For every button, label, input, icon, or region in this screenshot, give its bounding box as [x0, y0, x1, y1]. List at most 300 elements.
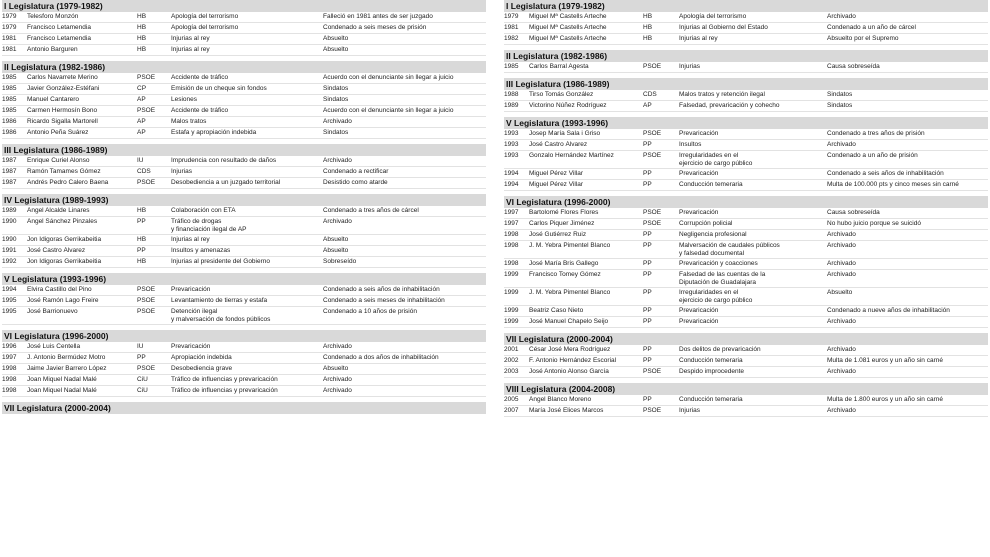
outcome-cell: Multa de 1.081 euros y un año sin carné: [827, 357, 943, 364]
table-row: [2, 342, 486, 353]
table-row: [2, 375, 486, 386]
table-row: [2, 84, 486, 95]
outcome-cell: Desistido como atarde: [323, 179, 388, 186]
charge-cell: Tráfico de influencias y prevaricación: [171, 376, 278, 383]
year-cell: 1998: [2, 387, 17, 394]
party-cell: PP: [137, 354, 146, 361]
party-cell: PSOE: [643, 368, 662, 375]
party-cell: IU: [137, 343, 144, 350]
name-cell: Miguel Mª Castells Arteche: [529, 13, 607, 20]
outcome-cell: Absuelto: [827, 289, 853, 296]
year-cell: 1997: [2, 354, 17, 361]
outcome-cell: Archivado: [827, 318, 856, 325]
year-cell: 1998: [504, 231, 519, 238]
name-cell: Ángel Sánchez Pinzales: [27, 218, 98, 225]
table-row: [504, 219, 988, 230]
name-cell: Miguel Pérez Villar: [529, 170, 584, 177]
party-cell: CDS: [643, 91, 657, 98]
outcome-cell: Condenado a seis años de inhabilitación: [827, 170, 944, 177]
table-row: [2, 95, 486, 106]
legislature-section: [2, 0, 486, 56]
charge-cell: Levantamiento de tierras y estafa: [171, 297, 268, 304]
outcome-cell: Condenado a rectificar: [323, 168, 389, 175]
charge-cell: Falsedad, prevaricación y cohecho: [679, 102, 780, 109]
outcome-cell: Archivado: [323, 376, 352, 383]
outcome-cell: Condenado a un año de prisión: [827, 152, 918, 159]
year-cell: 1992: [2, 258, 17, 265]
party-cell: HB: [643, 35, 653, 42]
charge-cell: Malos tratos: [171, 118, 207, 125]
outcome-cell: Archivado: [323, 157, 352, 164]
name-cell: José Barrionuevo: [27, 308, 78, 315]
party-cell: CDS: [137, 168, 151, 175]
table-row: [504, 208, 988, 219]
name-cell: Miguel Mª Castells Arteche: [529, 24, 607, 31]
table-row: [504, 62, 988, 73]
outcome-cell: Archivado: [827, 242, 856, 249]
outcome-cell: Multa de 100.000 pts y cinco meses sin carné: [827, 181, 959, 188]
name-cell: Miguel Pérez Villar: [529, 181, 584, 188]
party-cell: PP: [643, 346, 652, 353]
table-row: [2, 353, 486, 364]
charge-cell: Irregularidades en el ejercicio de cargo público: [679, 152, 753, 167]
outcome-cell: Archivado: [827, 271, 856, 278]
party-cell: PSOE: [643, 220, 662, 227]
year-cell: 1988: [504, 91, 519, 98]
party-cell: PSOE: [643, 209, 662, 216]
charge-cell: Injurias al rey: [171, 35, 210, 42]
year-cell: 2007: [504, 407, 519, 414]
party-cell: AP: [643, 102, 652, 109]
outcome-cell: Archivado: [827, 368, 856, 375]
year-cell: 1993: [504, 130, 519, 137]
section-header: II Legislatura (1982-1986): [2, 61, 486, 73]
legislature-section: [2, 402, 486, 414]
table-row: [504, 345, 988, 356]
table-row: [2, 156, 486, 167]
charge-cell: Accidente de tráfico: [171, 107, 229, 114]
party-cell: HB: [643, 24, 653, 31]
legislature-section: [504, 196, 988, 328]
outcome-cell: Absuelto: [323, 365, 349, 372]
section-header: V Legislatura (1993-1996): [504, 117, 988, 129]
name-cell: Josep María Sala i Griso: [529, 130, 601, 137]
year-cell: 1991: [2, 247, 17, 254]
year-cell: 1994: [504, 181, 519, 188]
outcome-cell: Falleció en 1981 antes de ser juzgado: [323, 13, 433, 20]
section-header: VII Legislatura (2000-2004): [504, 333, 988, 345]
outcome-cell: Condenado a tres años de cárcel: [323, 207, 419, 214]
outcome-cell: Causa sobreseída: [827, 63, 880, 70]
year-cell: 1987: [2, 179, 17, 186]
year-cell: 1979: [504, 13, 519, 20]
party-cell: HB: [137, 207, 147, 214]
outcome-cell: Acuerdo con el denunciante sin llegar a juicio: [323, 107, 454, 114]
name-cell: Jon Idigoras Gerrikabeitia: [27, 258, 102, 265]
party-cell: PSOE: [137, 308, 156, 315]
table-row: [504, 12, 988, 23]
table-row: [504, 180, 988, 191]
year-cell: 1999: [504, 289, 519, 296]
name-cell: José Gutiérrez Ruiz: [529, 231, 587, 238]
outcome-cell: Archivado: [323, 118, 352, 125]
charge-cell: Injurias: [679, 407, 700, 414]
party-cell: HB: [643, 13, 653, 20]
party-cell: PSOE: [643, 407, 662, 414]
table-row: [504, 270, 988, 288]
party-cell: CP: [137, 85, 147, 92]
charge-cell: Apología del terrorismo: [171, 13, 239, 20]
charge-cell: Desobediencia grave: [171, 365, 233, 372]
charge-cell: Despido improcedente: [679, 368, 745, 375]
party-cell: PP: [643, 357, 652, 364]
year-cell: 1989: [504, 102, 519, 109]
name-cell: Francisco Letamendia: [27, 35, 91, 42]
party-cell: AP: [137, 129, 146, 136]
charge-cell: Conducción temeraria: [679, 181, 743, 188]
charge-cell: Apología del terrorismo: [679, 13, 747, 20]
table-row: [2, 296, 486, 307]
outcome-cell: Archivado: [827, 407, 856, 414]
party-cell: PSOE: [643, 152, 662, 159]
year-cell: 2001: [504, 346, 519, 353]
section-header: III Legislatura (1986-1989): [2, 144, 486, 156]
year-cell: 1987: [2, 157, 17, 164]
name-cell: F. Antonio Hernández Escorial: [529, 357, 617, 364]
party-cell: HB: [137, 258, 147, 265]
year-cell: 1990: [2, 218, 17, 225]
table-row: [504, 90, 988, 101]
party-cell: PP: [137, 247, 146, 254]
name-cell: Antonio Peña Suárez: [27, 129, 89, 136]
legislature-section: [2, 194, 486, 268]
name-cell: Tirso Tomás González: [529, 91, 594, 98]
party-cell: CiU: [137, 387, 148, 394]
table-row: [504, 140, 988, 151]
party-cell: PP: [643, 289, 652, 296]
outcome-cell: Archivado: [827, 141, 856, 148]
legislature-section: [2, 144, 486, 189]
section-header: VI Legislatura (1996-2000): [504, 196, 988, 208]
section-header: IV Legislatura (1989-1993): [2, 194, 486, 206]
year-cell: 1982: [504, 35, 519, 42]
party-cell: PSOE: [137, 107, 156, 114]
year-cell: 1985: [2, 74, 17, 81]
year-cell: 1999: [504, 318, 519, 325]
year-cell: 1985: [2, 107, 17, 114]
party-cell: IU: [137, 157, 144, 164]
charge-cell: Desobediencia a un juzgado territorial: [171, 179, 281, 186]
name-cell: José Castro Álvarez: [529, 141, 588, 148]
name-cell: Enrique Curiel Alonso: [27, 157, 90, 164]
charge-cell: Corrupción policial: [679, 220, 733, 227]
name-cell: José Ramón Lago Freire: [27, 297, 99, 304]
charge-cell: Conducción temeraria: [679, 396, 743, 403]
charge-cell: Prevaricación: [171, 343, 211, 350]
charge-cell: Prevaricación: [171, 286, 211, 293]
year-cell: 1985: [2, 96, 17, 103]
party-cell: PP: [643, 260, 652, 267]
charge-cell: Injurias al rey: [171, 236, 210, 243]
outcome-cell: No hubo juicio porque se suicidó: [827, 220, 921, 227]
table-row: [2, 128, 486, 139]
table-row: [2, 167, 486, 178]
charge-cell: Emisión de un cheque sin fondos: [171, 85, 267, 92]
table-row: [504, 367, 988, 378]
charge-cell: Prevaricación: [679, 209, 719, 216]
name-cell: J. Antonio Bermúdez Motro: [27, 354, 106, 361]
table-row: [2, 178, 486, 189]
year-cell: 1979: [2, 24, 17, 31]
outcome-cell: Archivado: [323, 218, 352, 225]
charge-cell: Estafa y apropiación indebida: [171, 129, 257, 136]
name-cell: César José Mera Rodríguez: [529, 346, 611, 353]
name-cell: J. M. Yebra Pimentel Blanco: [529, 242, 611, 249]
outcome-cell: Archivado: [323, 387, 352, 394]
name-cell: María José Elices Marcos: [529, 407, 604, 414]
table-row: [2, 106, 486, 117]
table-row: [2, 12, 486, 23]
name-cell: José Antonio Alonso García: [529, 368, 609, 375]
year-cell: 1996: [2, 343, 17, 350]
name-cell: Beatriz Caso Nieto: [529, 307, 584, 314]
section-header: II Legislatura (1982-1986): [504, 50, 988, 62]
legislature-section: [504, 78, 988, 112]
outcome-cell: Causa sobreseída: [827, 209, 880, 216]
legislature-section: [504, 0, 988, 45]
table-row: [2, 117, 486, 128]
section-header: VI Legislatura (1996-2000): [2, 330, 486, 342]
year-cell: 1995: [2, 297, 17, 304]
year-cell: 1994: [2, 286, 17, 293]
charge-cell: Insultos: [679, 141, 702, 148]
year-cell: 1998: [2, 376, 17, 383]
party-cell: PP: [643, 181, 652, 188]
outcome-cell: Sobreseído: [323, 258, 357, 265]
legislature-section: [504, 333, 988, 378]
party-cell: PP: [643, 141, 652, 148]
outcome-cell: Absuelto: [323, 46, 349, 53]
charge-cell: Apología del terrorismo: [171, 24, 239, 31]
outcome-cell: Condenado a dos años de inhabilitación: [323, 354, 439, 361]
table-row: [504, 306, 988, 317]
name-cell: Ángel Alcalde Linares: [27, 207, 90, 214]
charge-cell: Prevaricación: [679, 307, 719, 314]
table-row: [2, 257, 486, 268]
party-cell: PP: [643, 170, 652, 177]
charge-cell: Apropiación indebida: [171, 354, 232, 361]
outcome-cell: Archivado: [827, 346, 856, 353]
charge-cell: Injurias al rey: [171, 46, 210, 53]
name-cell: Carlos Piquer Jiménez: [529, 220, 595, 227]
outcome-cell: Absuelto: [323, 247, 349, 254]
table-row: [2, 34, 486, 45]
party-cell: AP: [137, 96, 146, 103]
charge-cell: Tráfico de drogas y financiación ilegal de AP: [171, 218, 247, 233]
party-cell: PSOE: [643, 63, 662, 70]
legislature-section: [2, 273, 486, 325]
legislature-section: [2, 330, 486, 397]
section-header: VII Legislatura (2000-2004): [2, 402, 486, 414]
outcome-cell: Absuelto: [323, 236, 349, 243]
year-cell: 2003: [504, 368, 519, 375]
year-cell: 2005: [504, 396, 519, 403]
outcome-cell: Archivado: [827, 231, 856, 238]
charge-cell: Falsedad de las cuentas de la Diputación de Guadalajara: [679, 271, 766, 286]
table-row: [2, 386, 486, 397]
name-cell: Joan Miquel Nadal Malé: [27, 387, 97, 394]
legislature-section: [504, 383, 988, 417]
section-header: III Legislatura (1986-1989): [504, 78, 988, 90]
charge-cell: Dos delitos de prevaricación: [679, 346, 761, 353]
name-cell: Carlos Barral Agesta: [529, 63, 589, 70]
table-row: [504, 101, 988, 112]
table-row: [504, 241, 988, 259]
outcome-cell: Archivado: [323, 343, 352, 350]
year-cell: 1990: [2, 236, 17, 243]
outcome-cell: Sindatos: [323, 129, 349, 136]
section-header: I Legislatura (1979-1982): [2, 0, 486, 12]
name-cell: Bartolomé Flores Flores: [529, 209, 599, 216]
name-cell: Manuel Cantarero: [27, 96, 80, 103]
table-row: [2, 23, 486, 34]
year-cell: 1989: [2, 207, 17, 214]
outcome-cell: Condenado a seis años de inhabilitación: [323, 286, 440, 293]
party-cell: PP: [643, 271, 652, 278]
table-row: [2, 246, 486, 257]
year-cell: 1981: [2, 35, 17, 42]
name-cell: Francisco Letamendia: [27, 24, 91, 31]
party-cell: HB: [137, 35, 147, 42]
year-cell: 1994: [504, 170, 519, 177]
outcome-cell: Sindatos: [323, 96, 349, 103]
name-cell: Ángel Blanco Moreno: [529, 396, 592, 403]
table-row: [2, 206, 486, 217]
party-cell: PP: [137, 218, 146, 225]
charge-cell: Negligencia profesional: [679, 231, 747, 238]
charge-cell: Accidente de tráfico: [171, 74, 229, 81]
party-cell: PSOE: [643, 130, 662, 137]
name-cell: Antonio Barguren: [27, 46, 78, 53]
table-row: [2, 45, 486, 56]
outcome-cell: Condenado a seis meses de inhabilitación: [323, 297, 445, 304]
party-cell: PSOE: [137, 286, 156, 293]
party-cell: AP: [137, 118, 146, 125]
year-cell: 1998: [504, 260, 519, 267]
year-cell: 1995: [2, 308, 17, 315]
outcome-cell: Archivado: [827, 13, 856, 20]
outcome-cell: Condenado a nueve años de inhabilitación: [827, 307, 950, 314]
charge-cell: Irregularidades en el ejercicio de cargo público: [679, 289, 753, 304]
party-cell: PSOE: [137, 74, 156, 81]
party-cell: HB: [137, 24, 147, 31]
left-column: [2, 0, 486, 419]
name-cell: Miguel Mª Castells Arteche: [529, 35, 607, 42]
party-cell: PP: [643, 242, 652, 249]
outcome-cell: Condenado a tres años de prisión: [827, 130, 925, 137]
outcome-cell: Condenado a seis meses de prisión: [323, 24, 427, 31]
charge-cell: Prevaricación: [679, 130, 719, 137]
charge-cell: Lesiones: [171, 96, 198, 103]
legislature-section: [504, 117, 988, 191]
name-cell: Andrés Pedro Calero Baena: [27, 179, 109, 186]
charge-cell: Insultos y amenazas: [171, 247, 231, 254]
table-row: [504, 169, 988, 180]
party-cell: PP: [643, 318, 652, 325]
year-cell: 1997: [504, 220, 519, 227]
year-cell: 1998: [2, 365, 17, 372]
charge-cell: Imprudencia con resultado de daños: [171, 157, 277, 164]
section-header: V Legislatura (1993-1996): [2, 273, 486, 285]
table-row: [504, 288, 988, 306]
name-cell: Carmen Hermosín Bono: [27, 107, 98, 114]
outcome-cell: Sindatos: [323, 85, 349, 92]
charge-cell: Injurias al presidente del Gobierno: [171, 258, 271, 265]
right-column: [504, 0, 988, 422]
charge-cell: Injurias: [679, 63, 700, 70]
table-row: [504, 230, 988, 241]
table-row: [2, 73, 486, 84]
table-row: [504, 34, 988, 45]
legislature-section: [504, 50, 988, 73]
outcome-cell: Sindatos: [827, 102, 853, 109]
year-cell: 1981: [504, 24, 519, 31]
year-cell: 1999: [504, 271, 519, 278]
outcome-cell: Condenado a un año de cárcel: [827, 24, 916, 31]
year-cell: 1998: [504, 242, 519, 249]
name-cell: José Manuel Chapelo Seijo: [529, 318, 609, 325]
charge-cell: Injurias: [171, 168, 192, 175]
name-cell: Joan Miquel Nadal Malé: [27, 376, 97, 383]
charge-cell: Injurias al rey: [679, 35, 718, 42]
name-cell: Javier González-Estéfani: [27, 85, 100, 92]
charge-cell: Malos tratos y retención ilegal: [679, 91, 765, 98]
year-cell: 1981: [2, 46, 17, 53]
table-row: [2, 307, 486, 325]
outcome-cell: Condenado a 10 años de prisión: [323, 308, 417, 315]
year-cell: 1979: [2, 13, 17, 20]
name-cell: José Castro Álvarez: [27, 247, 86, 254]
table-row: [504, 406, 988, 417]
charge-cell: Detención ilegal y malversación de fondos públicos: [171, 308, 271, 323]
year-cell: 1999: [504, 307, 519, 314]
name-cell: Jon Idigoras Gerrikabeitia: [27, 236, 102, 243]
party-cell: HB: [137, 46, 147, 53]
year-cell: 2002: [504, 357, 519, 364]
year-cell: 1986: [2, 118, 17, 125]
year-cell: 1997: [504, 209, 519, 216]
name-cell: Elvira Castillo del Pino: [27, 286, 92, 293]
name-cell: Gonzalo Hernández Martínez: [529, 152, 614, 159]
table-row: [504, 129, 988, 140]
table-row: [2, 285, 486, 296]
party-cell: PSOE: [137, 365, 156, 372]
party-cell: PSOE: [137, 179, 156, 186]
charge-cell: Malversación de caudales públicos y falsedad documental: [679, 242, 780, 257]
section-header: I Legislatura (1979-1982): [504, 0, 988, 12]
year-cell: 1985: [2, 85, 17, 92]
legislature-section: [2, 61, 486, 139]
party-cell: HB: [137, 236, 147, 243]
party-cell: PP: [643, 396, 652, 403]
year-cell: 1987: [2, 168, 17, 175]
table-row: [2, 217, 486, 235]
party-cell: HB: [137, 13, 147, 20]
outcome-cell: Absuelto: [323, 35, 349, 42]
table-row: [2, 364, 486, 375]
table-row: [504, 356, 988, 367]
name-cell: Carlos Navarrete Merino: [27, 74, 98, 81]
